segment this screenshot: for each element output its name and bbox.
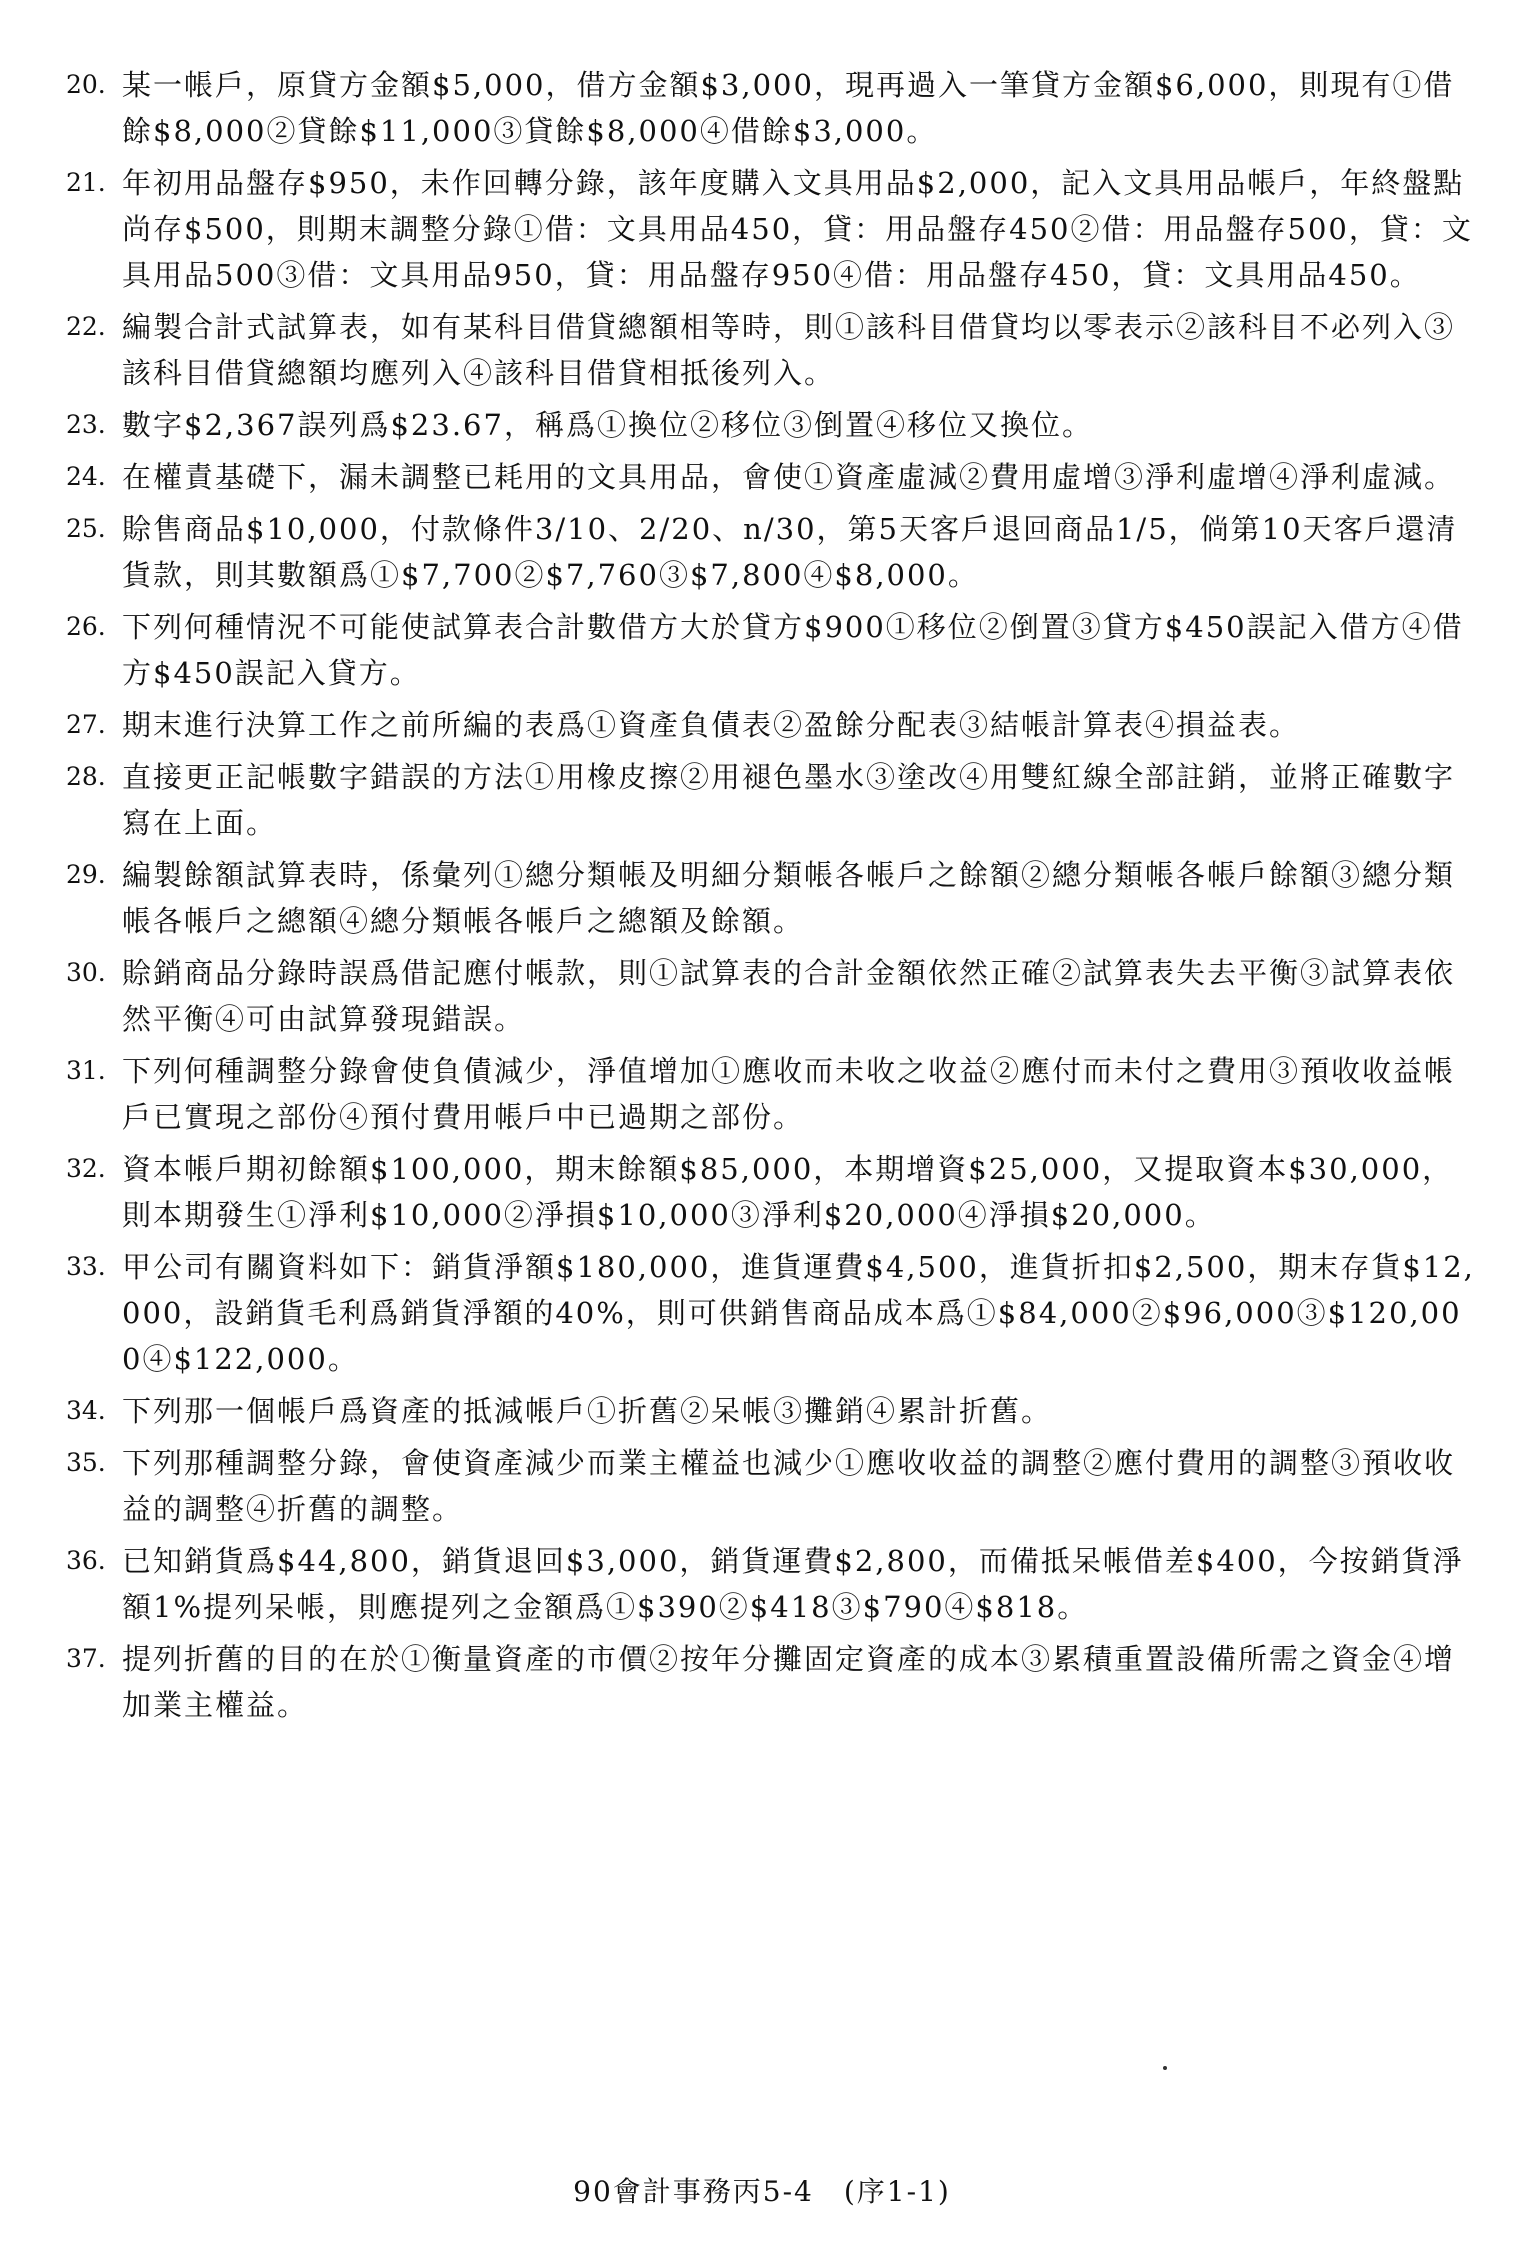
- question-number: 34.: [66, 1396, 106, 1425]
- question-number: 29.: [66, 860, 106, 889]
- question-text: 資本帳戶期初餘額$100,000，期末餘額$85,000，本期增資$25,000，又提取資本$30,000，則本期發生①淨利$10,000②淨損$10,000③淨利$20,000④淨損$20,000。: [122, 1152, 1454, 1232]
- question-text: 已知銷貨爲$44,800，銷貨退回$3,000，銷貨運費$2,800，而備抵呆帳借差$400，今按銷貨淨額1%提列呆帳，則應提列之金額爲①$390②$418③$790④$818。: [122, 1544, 1464, 1624]
- question-number: 31.: [66, 1056, 106, 1085]
- question-number: 25.: [66, 514, 106, 543]
- question-text: 編製合計式試算表，如有某科目借貸總額相等時，則①該科目借貸均以零表示②該科目不必列入③該科目借貸總額均應列入④該科目借貸相抵後列入。: [122, 310, 1456, 390]
- question-text: 賒售商品$10,000，付款條件3/10、2/20、n/30，第5天客戶退回商品1/5，倘第10天客戶還清貨款，則其數額爲①$7,700②$7,760③$7,800④$8,000。: [122, 512, 1458, 592]
- question-item: [66, 62, 1476, 154]
- question-text: 在權責基礎下，漏未調整已耗用的文具用品，會使①資產虛減②費用虛增③淨利虛增④淨利虛減。: [122, 460, 1456, 494]
- question-number: 23.: [66, 410, 106, 439]
- question-item: [66, 304, 1476, 396]
- question-item: [66, 754, 1476, 846]
- question-number: 32.: [66, 1154, 106, 1183]
- question-item: [66, 702, 1476, 748]
- question-item: [66, 1636, 1476, 1728]
- question-number: 33.: [66, 1252, 106, 1281]
- question-number: 26.: [66, 612, 106, 641]
- scan-speck: [1163, 2066, 1167, 2070]
- question-item: [66, 1440, 1476, 1532]
- question-item: [66, 604, 1476, 696]
- question-text: 直接更正記帳數字錯誤的方法①用橡皮擦②用褪色墨水③塗改④用雙紅線全部註銷，並將正確數字寫在上面。: [122, 760, 1456, 840]
- question-item: [66, 1048, 1476, 1140]
- question-text: 下列那一個帳戶爲資產的抵減帳戶①折舊②呆帳③攤銷④累計折舊。: [122, 1394, 1053, 1428]
- question-text: 年初用品盤存$950，未作回轉分錄，該年度購入文具用品$2,000，記入文具用品帳戶，年終盤點尚存$500，則期末調整分錄①借：文具用品450，貸：用品盤存450②借：用品盤存500，貸：文具用品500③借：文具用品950，貸：用品盤存950④借：用品盤存450，貸：文具用品450。: [122, 166, 1473, 292]
- question-text: 數字$2,367誤列爲$23.67，稱爲①換位②移位③倒置④移位又換位。: [122, 408, 1093, 442]
- question-list: [66, 62, 1476, 1734]
- question-number: 22.: [66, 312, 106, 341]
- question-text: 期末進行決算工作之前所編的表爲①資產負債表②盈餘分配表③結帳計算表④損益表。: [122, 708, 1301, 742]
- question-text: 甲公司有關資料如下：銷貨淨額$180,000，進貨運費$4,500，進貨折扣$2,500，期末存貨$12,000，設銷貨毛利爲銷貨淨額的40%，則可供銷售商品成本爲①$84,000②$96,000③$120,000④$122,000。: [122, 1250, 1475, 1376]
- question-number: 37.: [66, 1644, 106, 1673]
- page-footer: 90會計事務丙5-4 (序1-1): [573, 2175, 951, 2208]
- question-item: [66, 1146, 1476, 1238]
- question-item: [66, 1388, 1476, 1434]
- question-text: 下列那種調整分錄，會使資產減少而業主權益也減少①應收收益的調整②應付費用的調整③預收收益的調整④折舊的調整。: [122, 1446, 1456, 1526]
- question-item: [66, 454, 1476, 500]
- question-item: [66, 402, 1476, 448]
- question-number: 35.: [66, 1448, 106, 1477]
- question-number: 28.: [66, 762, 106, 791]
- question-text: 編製餘額試算表時，係彙列①總分類帳及明細分類帳各帳戶之餘額②總分類帳各帳戶餘額③總分類帳各帳戶之總額④總分類帳各帳戶之總額及餘額。: [122, 858, 1456, 938]
- question-item: [66, 1538, 1476, 1630]
- question-number: 21.: [66, 168, 106, 197]
- question-number: 27.: [66, 710, 106, 739]
- question-text: 賒銷商品分錄時誤爲借記應付帳款，則①試算表的合計金額依然正確②試算表失去平衡③試算表依然平衡④可由試算發現錯誤。: [122, 956, 1456, 1036]
- question-item: [66, 1244, 1476, 1382]
- question-item: [66, 160, 1476, 298]
- question-number: 36.: [66, 1546, 106, 1575]
- question-text: 提列折舊的目的在於①衡量資產的市價②按年分攤固定資產的成本③累積重置設備所需之資金④增加業主權益。: [122, 1642, 1456, 1722]
- question-text: 下列何種情況不可能使試算表合計數借方大於貸方$900①移位②倒置③貸方$450誤記入借方④借方$450誤記入貸方。: [122, 610, 1464, 690]
- question-item: [66, 852, 1476, 944]
- question-text: 下列何種調整分錄會使負債減少，淨值增加①應收而未收之收益②應付而未付之費用③預收收益帳戶已實現之部份④預付費用帳戶中已過期之部份。: [122, 1054, 1456, 1134]
- question-item: [66, 950, 1476, 1042]
- question-number: 20.: [66, 70, 106, 99]
- question-text: 某一帳戶，原貸方金額$5,000，借方金額$3,000，現再過入一筆貸方金額$6,000，則現有①借餘$8,000②貸餘$11,000③貸餘$8,000④借餘$3,000。: [122, 68, 1455, 148]
- question-number: 30.: [66, 958, 106, 987]
- question-number: 24.: [66, 462, 106, 491]
- question-item: [66, 506, 1476, 598]
